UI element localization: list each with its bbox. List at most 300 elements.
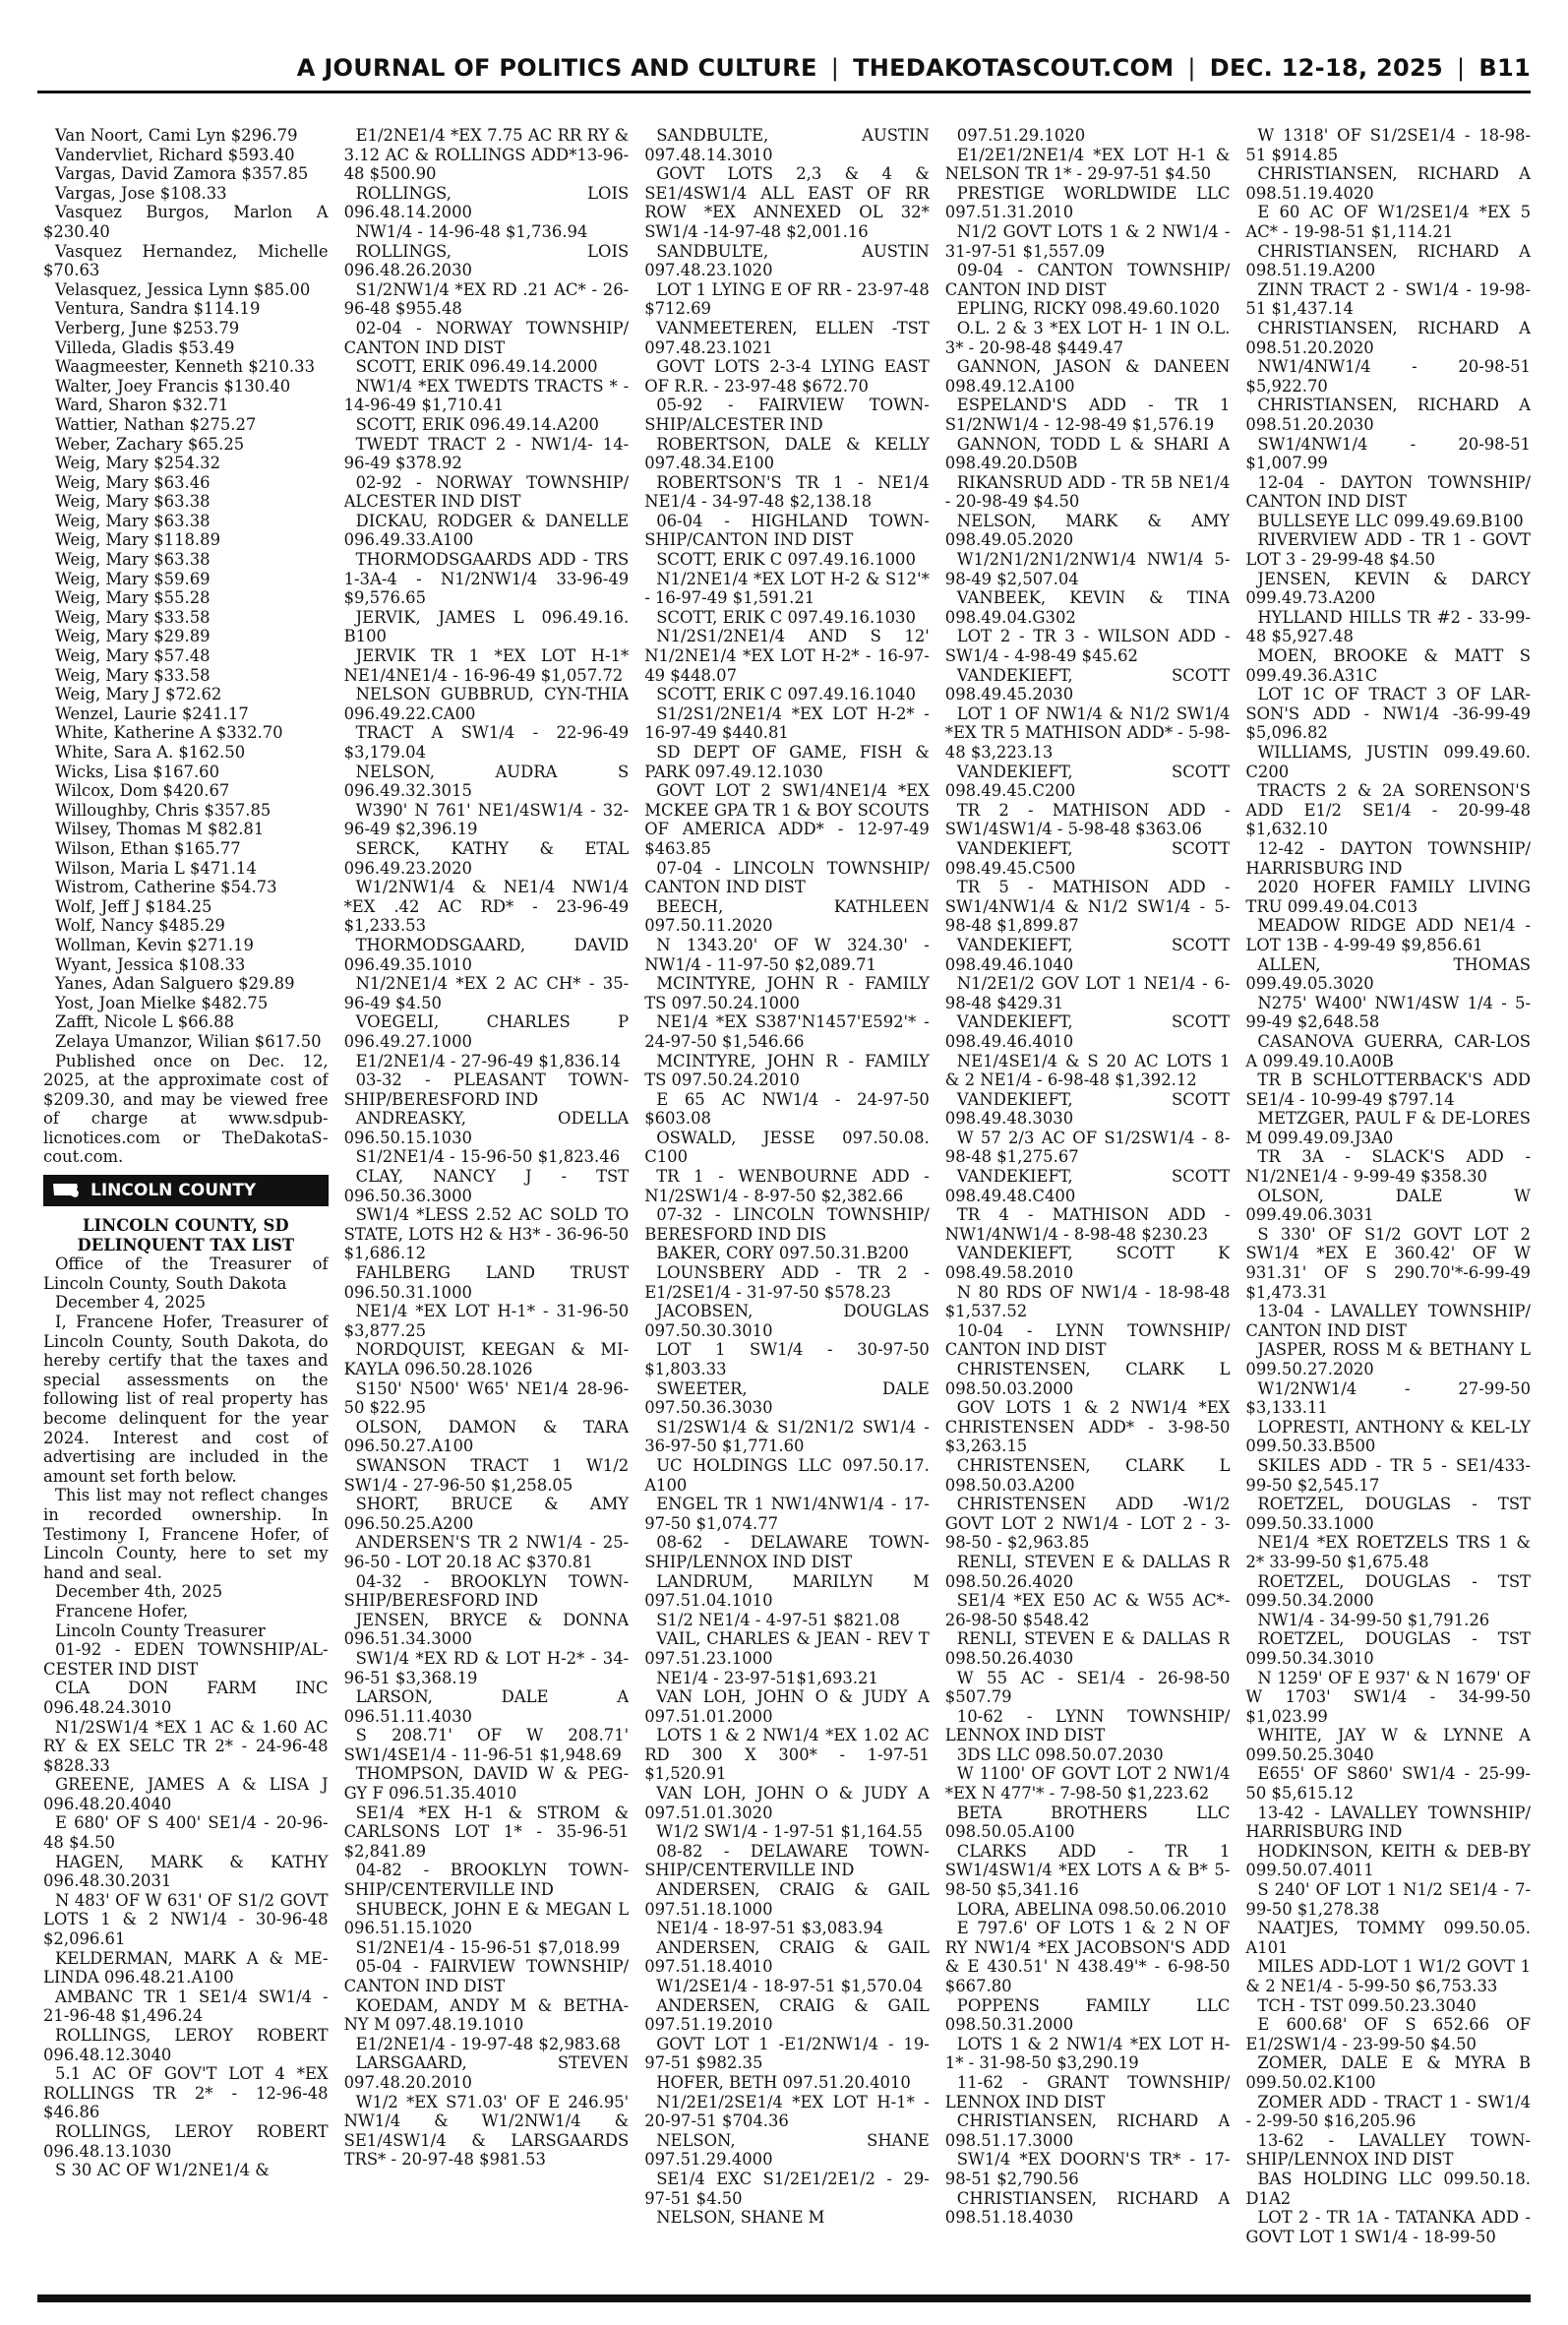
- list-entry: NELSON, MARK & AMY 098.49.05.2020: [944, 511, 1231, 550]
- list-entry: SD DEPT OF GAME, FISH & PARK 097.49.12.1030: [644, 743, 930, 781]
- list-entry: VAIL, CHARLES & JEAN - REV T 097.51.23.1000: [644, 1629, 930, 1668]
- list-entry: BAKER, CORY 097.50.31.B200: [656, 1244, 909, 1263]
- list-entry: VANDEKIEFT, SCOTT 098.49.48.C400: [944, 1167, 1231, 1205]
- list-entry: S1/2SW1/4 & S1/2N1/2 SW1/4 - 36-97-50 $1,771.60: [644, 1417, 930, 1456]
- list-entry: 02-04 - NORWAY TOWNSHIP/ CANTON IND DIST: [343, 318, 630, 357]
- list-entry: LARSON, DALE A 096.51.11.4030: [343, 1687, 630, 1726]
- list-entry: NE1/4 *EX ROETZELS TRS 1 & 2* 33-99-50 $1,675.48: [1245, 1533, 1531, 1571]
- list-entry: W1/2NW1/4 & NE1/4 NW1/4 *EX .42 AC RD* - 23-96-49 $1,233.53: [343, 878, 630, 936]
- list-entry: Wilson, Ethan $165.77: [55, 838, 241, 858]
- list-entry: SANDBULTE, AUSTIN 097.48.14.3010: [644, 126, 930, 164]
- list-entry: GANNON, JASON & DANEEN 098.49.12.A100: [944, 357, 1231, 396]
- list-entry: SE1/4 *EX H-1 & STROM & CARLSONS LOT 1* - 35-96-51 $2,841.89: [343, 1803, 630, 1861]
- list-entry: Weig, Mary $118.89: [55, 530, 221, 550]
- list-entry: N 1343.20' OF W 324.30' - NW1/4 - 11-97-50 $2,089.71: [644, 935, 930, 974]
- list-entry: Velasquez, Jessica Lynn $85.00: [55, 279, 311, 299]
- list-entry: Weig, Mary J $72.62: [55, 685, 222, 704]
- list-entry: N1/2NE1/4 *EX 2 AC CH* - 35-96-49 $4.50: [343, 974, 630, 1012]
- column-4: [945, 126, 1231, 2283]
- list-entry: Weig, Mary $59.69: [55, 569, 211, 588]
- list-entry: GANNON, TODD L & SHARI A 098.49.20.D50B: [944, 434, 1231, 473]
- list-entry: Wolf, Nancy $485.29: [55, 916, 225, 936]
- list-entry: KOEDAM, ANDY M & BETHA-NY M 097.48.19.1010: [343, 1995, 630, 2035]
- list-entry: HAGEN, MARK & KATHY 096.48.30.2031: [43, 1852, 329, 1891]
- header-separator: |: [1187, 54, 1196, 82]
- list-entry: THOMPSON, DAVID W & PEG-GY F 096.51.35.4010: [343, 1764, 630, 1804]
- list-entry: ALLEN, THOMAS 099.49.05.3020: [1245, 954, 1531, 994]
- list-entry: December 4, 2025: [55, 1293, 207, 1313]
- list-entry: Waagmeester, Kenneth $210.33: [55, 357, 316, 377]
- list-entry: Weig, Mary $55.28: [55, 588, 211, 608]
- list-entry: MCINTYRE, JOHN R - FAMILY TS 097.50.24.1000: [644, 974, 930, 1012]
- list-entry: GOVT LOT 1 -E1/2NW1/4 - 19-97-51 $982.35: [644, 2034, 930, 2073]
- list-entry: 08-62 - DELAWARE TOWN-SHIP/LENNOX IND DIST: [644, 1533, 930, 1571]
- list-entry: S1/2NE1/4 - 15-96-51 $7,018.99: [355, 1937, 621, 1957]
- list-entry: Wenzel, Laurie $241.17: [55, 704, 249, 723]
- list-entry: SW1/4NW1/4 - 20-98-51 $1,007.99: [1245, 434, 1531, 473]
- list-entry: GOVT LOTS 2,3 & 4 & SE1/4SW1/4 ALL EAST OF RR ROW *EX ANNEXED OL 32* SW1/4 -14-97-48 $2,001.16: [644, 164, 930, 241]
- list-entry: SHORT, BRUCE & AMY 096.50.25.A200: [343, 1495, 630, 1533]
- list-entry: W 1100' OF GOVT LOT 2 NW1/4 *EX N 477'* - 7-98-50 $1,223.62: [944, 1764, 1231, 1804]
- list-entry: VANDEKIEFT, SCOTT 098.49.45.C200: [944, 762, 1231, 801]
- list-entry: W1/2 *EX S71.03' OF E 246.95' NW1/4 & W1/2NW1/4 & SE1/4SW1/4 & LARSGAARDS TRS* - 20-97-48 $981.53: [343, 2092, 630, 2170]
- list-entry: TR 1 - WENBOURNE ADD - N1/2SW1/4 - 8-97-50 $2,382.66: [644, 1167, 930, 1205]
- list-entry: W 57 2/3 AC OF S1/2SW1/4 - 8-98-48 $1,275.67: [944, 1128, 1231, 1167]
- list-entry: ANDERSEN'S TR 2 NW1/4 - 25-96-50 - LOT 20.18 AC $370.81: [343, 1533, 630, 1571]
- list-entry: VANDEKIEFT, SCOTT K 098.49.58.2010: [944, 1244, 1231, 1283]
- list-entry: Vargas, David Zamora $357.85: [55, 164, 309, 184]
- list-entry: TR 5 - MATHISON ADD - SW1/4NW1/4 & N1/2 SW1/4 - 5-98-48 $1,899.87: [944, 878, 1231, 936]
- list-entry: W1/2N1/2N1/2NW1/4 NW1/4 5-98-49 $2,507.04: [944, 550, 1231, 588]
- list-entry: Wolf, Jeff J $184.25: [55, 896, 212, 916]
- list-entry: ROETZEL, DOUGLAS - TST 099.50.34.2000: [1245, 1571, 1531, 1611]
- list-entry: CHRISTIANSEN, RICHARD A 098.51.20.2030: [1245, 396, 1531, 434]
- notice-title: LINCOLN COUNTY, SD: [83, 1216, 289, 1236]
- list-entry: LOPRESTI, ANTHONY & KEL-LY 099.50.33.B500: [1245, 1417, 1531, 1456]
- list-entry: UC HOLDINGS LLC 097.50.17. A100: [644, 1455, 930, 1495]
- list-entry: RENLI, STEVEN E & DALLAS R 098.50.26.4020: [944, 1552, 1231, 1591]
- list-entry: E1/2NE1/4 - 19-97-48 $2,983.68: [355, 2034, 621, 2053]
- list-entry: Vasquez Hernandez, Michelle $70.63: [43, 241, 329, 280]
- list-entry: TRACTS 2 & 2A SORENSON'S ADD E1/2 SE1/4 - 20-99-48 $1,632.10: [1245, 781, 1531, 839]
- list-entry: TRACT A SW1/4 - 22-96-49 $3,179.04: [343, 723, 630, 762]
- list-entry: JERVIK TR 1 *EX LOT H-1* NE1/4NE1/4 - 16-96-49 $1,057.72: [343, 646, 630, 685]
- list-entry: 05-04 - FAIRVIEW TOWNSHIP/ CANTON IND DIST: [343, 1957, 630, 1995]
- list-entry: CASANOVA GUERRA, CAR-LOS A 099.49.10.A00B: [1245, 1031, 1531, 1071]
- list-entry: THORMODSGAARDS ADD - TRS 1-3A-4 - N1/2NW1/4 33-96-49 $9,576.65: [343, 550, 630, 608]
- list-entry: 10-04 - LYNN TOWNSHIP/ CANTON IND DIST: [944, 1320, 1231, 1360]
- list-entry: RIVERVIEW ADD - TR 1 - GOVT LOT 3 - 29-99-48 $4.50: [1245, 530, 1531, 570]
- list-entry: O.L. 2 & 3 *EX LOT H- 1 IN O.L. 3* - 20-98-48 $449.47: [944, 318, 1231, 357]
- list-entry: LORA, ABELINA 098.50.06.2010: [956, 1899, 1227, 1919]
- list-entry: THORMODSGAARD, DAVID 096.49.35.1010: [343, 935, 630, 974]
- list-entry: LOT 1 OF NW1/4 & N1/2 SW1/4 *EX TR 5 MATHISON ADD* - 5-98-48 $3,223.13: [944, 704, 1231, 762]
- list-entry: CHRISTIANSEN, RICHARD A 098.51.19.A200: [1245, 241, 1531, 280]
- list-entry: RIKANSRUD ADD - TR 5B NE1/4 - 20-98-49 $4.50: [944, 472, 1231, 512]
- list-entry: BULLSEYE LLC 099.49.69.B100: [1257, 511, 1524, 530]
- list-entry: NW1/4 - 14-96-48 $1,736.94: [355, 221, 588, 241]
- list-entry: TWEDT TRACT 2 - NW1/4- 14-96-49 $378.92: [343, 434, 630, 473]
- list-entry: E 65 AC NW1/4 - 24-97-50 $603.08: [644, 1089, 930, 1129]
- list-entry: WHITE, JAY W & LYNNE A 099.50.25.3040: [1245, 1726, 1531, 1764]
- column-3: [644, 126, 930, 2283]
- list-entry: Weig, Mary $29.89: [55, 627, 211, 646]
- south-dakota-state-icon: [51, 1181, 81, 1200]
- list-entry: N275' W400' NW1/4SW 1/4 - 5-99-49 $2,648.58: [1245, 993, 1531, 1032]
- list-entry: N1/2SW1/4 *EX 1 AC & 1.60 AC RY & EX SELC TR 2* - 24-96-48 $828.33: [43, 1717, 329, 1775]
- list-entry: E 797.6' OF LOTS 1 & 2 N OF RY NW1/4 *EX JACOBSON'S ADD & E 430.51' N 438.49'* - 6-98-50 $667.80: [944, 1919, 1231, 1995]
- list-entry: SCOTT, ERIK 096.49.14.2000: [355, 357, 598, 377]
- list-entry: Lincoln County Treasurer: [55, 1621, 266, 1640]
- list-entry: Weig, Mary $33.58: [55, 607, 211, 627]
- list-entry: OSWALD, JESSE 097.50.08. C100: [644, 1128, 930, 1167]
- list-entry: 07-04 - LINCOLN TOWNSHIP/ CANTON IND DIST: [644, 858, 930, 897]
- list-entry: 02-92 - NORWAY TOWNSHIP/ ALCESTER IND DIST: [343, 472, 630, 512]
- page-number: B11: [1478, 54, 1531, 82]
- list-entry: Published once on Dec. 12, 2025, at the approximate cost of $209.30, and may be viewed free of charge at www.sdpub-licnotices.com or TheDakotaS-cout.com.: [43, 1051, 329, 1167]
- list-entry: E1/2NE1/4 *EX 7.75 AC RR RY & 3.12 AC & ROLLINGS ADD*13-96-48 $500.90: [343, 126, 630, 184]
- list-entry: ANDERSEN, CRAIG & GAIL 097.51.19.2010: [644, 1995, 930, 2035]
- list-entry: LOT 1 SW1/4 - 30-97-50 $1,803.33: [644, 1340, 930, 1378]
- list-entry: W390' N 761' NE1/4SW1/4 - 32-96-49 $2,396.19: [343, 800, 630, 839]
- list-entry: Yanes, Adan Salguero $29.89: [55, 974, 295, 994]
- list-entry: NELSON, AUDRA S 096.49.32.3015: [343, 762, 630, 801]
- list-entry: NE1/4 *EX LOT H-1* - 31-96-50 $3,877.25: [343, 1302, 630, 1340]
- list-entry: Wilsey, Thomas M $82.81: [55, 820, 265, 839]
- list-entry: TR 4 - MATHISON ADD - NW1/4NW1/4 - 8-98-48 $230.23: [944, 1205, 1231, 1244]
- list-entry: EPLING, RICKY 098.49.60.1020: [956, 299, 1220, 319]
- list-entry: POPPENS FAMILY LLC 098.50.31.2000: [944, 1995, 1231, 2035]
- site-name: THEDAKOTASCOUT.COM: [853, 54, 1175, 82]
- list-entry: 12-04 - DAYTON TOWNSHIP/ CANTON IND DIST: [1245, 472, 1531, 512]
- list-entry: S1/2NW1/4 *EX RD .21 AC* - 26-96-48 $955.48: [343, 279, 630, 319]
- list-entry: DICKAU, RODGER & DANELLE 096.49.33.A100: [343, 511, 630, 550]
- header-rule: [37, 91, 1531, 93]
- list-entry: Weig, Mary $33.58: [55, 665, 211, 685]
- list-entry: E1/2E1/2NE1/4 *EX LOT H-1 & NELSON TR 1* - 29-97-51 $4.50: [944, 145, 1231, 184]
- list-entry: E 600.68' OF S 652.66 OF E1/2SW1/4 - 23-99-50 $4.50: [1245, 2015, 1531, 2053]
- list-entry: KELDERMAN, MARK A & ME-LINDA 096.48.21.A100: [43, 1948, 329, 1988]
- list-entry: RENLI, STEVEN E & DALLAS R 098.50.26.4030: [944, 1629, 1231, 1668]
- list-entry: 13-04 - LAVALLEY TOWNSHIP/ CANTON IND DIST: [1245, 1302, 1531, 1340]
- list-entry: CLAY, NANCY J - TST 096.50.36.3000: [343, 1167, 630, 1205]
- list-entry: E 680' OF S 400' SE1/4 - 20-96-48 $4.50: [43, 1813, 329, 1853]
- list-entry: VAN LOH, JOHN O & JUDY A 097.51.01.2000: [644, 1687, 930, 1726]
- list-entry: VANDEKIEFT, SCOTT 098.49.45.C500: [944, 838, 1231, 878]
- list-entry: AMBANC TR 1 SE1/4 SW1/4 - 21-96-48 $1,496.24: [43, 1987, 329, 2026]
- list-entry: WILLIAMS, JUSTIN 099.49.60. C200: [1245, 743, 1531, 781]
- list-entry: HOFER, BETH 097.51.20.4010: [656, 2072, 911, 2092]
- list-entry: N1/2E1/2SE1/4 *EX LOT H-1* - 20-97-51 $704.36: [644, 2092, 930, 2131]
- list-entry: E 60 AC OF W1/2SE1/4 *EX 5 AC* - 19-98-51 $1,114.21: [1245, 203, 1531, 241]
- tax-list-columns: [43, 126, 1531, 2283]
- list-entry: I, Francene Hofer, Treasurer of Lincoln County, South Dakota, do hereby certify that the taxes and special assessments on the following list of real property has become delinquent for the year 2024. Interest and cost of advertising are included in the amount set forth below.: [43, 1313, 329, 1486]
- list-entry: JACOBSEN, DOUGLAS 097.50.30.3010: [644, 1302, 930, 1340]
- list-entry: HYLLAND HILLS TR #2 - 33-99-48 $5,927.48: [1245, 607, 1531, 646]
- list-entry: N 483' OF W 631' OF S1/2 GOVT LOTS 1 & 2 NW1/4 - 30-96-48 $2,096.61: [43, 1890, 329, 1949]
- county-banner: [43, 1175, 329, 1206]
- list-entry: LOT 2 - TR 3 - WILSON ADD - SW1/4 - 4-98-49 $45.62: [944, 627, 1231, 666]
- list-entry: ZOMER ADD - TRACT 1 - SW1/4 - 2-99-50 $16,205.96: [1245, 2092, 1531, 2131]
- list-entry: S1/2 NE1/4 - 4-97-51 $821.08: [656, 1610, 900, 1629]
- list-entry: 10-62 - LYNN TOWNSHIP/ LENNOX IND DIST: [944, 1706, 1231, 1745]
- list-entry: December 4th, 2025: [55, 1582, 223, 1602]
- list-entry: VANBEEK, KEVIN & TINA 098.49.04.G302: [944, 588, 1231, 627]
- header-separator: |: [1457, 54, 1466, 82]
- list-entry: 097.51.29.1020: [956, 126, 1086, 145]
- list-entry: ANDERSEN, CRAIG & GAIL 097.51.18.1000: [644, 1880, 930, 1919]
- list-entry: NW1/4NW1/4 - 20-98-51 $5,922.70: [1245, 357, 1531, 396]
- list-entry: CHRISTIANSEN, RICHARD A 098.51.18.4030: [944, 2188, 1231, 2228]
- page-header: [37, 51, 1531, 85]
- list-entry: ANDREASKY, ODELLA 096.50.15.1030: [343, 1109, 630, 1147]
- list-entry: JENSEN, BRYCE & DONNA 096.51.34.3000: [343, 1610, 630, 1649]
- footer-rule: [37, 2294, 1531, 2302]
- list-entry: VANDEKIEFT, SCOTT 098.49.46.4010: [944, 1012, 1231, 1051]
- notice-title: DELINQUENT TAX LIST: [77, 1235, 295, 1254]
- list-entry: White, Sara A. $162.50: [55, 743, 246, 762]
- list-entry: S1/2NE1/4 - 15-96-50 $1,823.46: [355, 1147, 621, 1167]
- list-entry: Willoughby, Chris $357.85: [55, 800, 271, 820]
- list-entry: Weig, Mary $57.48: [55, 646, 211, 666]
- list-entry: Van Noort, Cami Lyn $296.79: [55, 126, 298, 145]
- list-entry: TR 3A - SLACK'S ADD - N1/2NE1/4 - 9-99-49 $358.30: [1245, 1147, 1531, 1187]
- list-entry: ROETZEL, DOUGLAS - TST 099.50.33.1000: [1245, 1495, 1531, 1533]
- issue-date: DEC. 12-18, 2025: [1209, 54, 1444, 82]
- list-entry: 11-62 - GRANT TOWNSHIP/ LENNOX IND DIST: [944, 2072, 1231, 2111]
- list-entry: Yost, Joan Mielke $482.75: [55, 993, 269, 1012]
- list-entry: CLA DON FARM INC 096.48.24.3010: [43, 1679, 329, 1717]
- header-separator: |: [830, 54, 840, 82]
- list-entry: Wilson, Maria L $471.14: [55, 858, 257, 878]
- list-entry: ROLLINGS, LOIS 096.48.14.2000: [343, 183, 630, 222]
- list-entry: METZGER, PAUL F & DE-LORES M 099.49.09.J3A0: [1245, 1109, 1531, 1147]
- list-entry: NW1/4 *EX TWEDTS TRACTS * - 14-96-49 $1,710.41: [343, 376, 630, 415]
- list-entry: 04-82 - BROOKLYN TOWN-SHIP/CENTERVILLE IND: [343, 1861, 630, 1900]
- list-entry: JENSEN, KEVIN & DARCY 099.49.73.A200: [1245, 569, 1531, 608]
- list-entry: BETA BROTHERS LLC 098.50.05.A100: [944, 1803, 1231, 1842]
- list-entry: Walter, Joey Francis $130.40: [55, 376, 291, 396]
- list-entry: 05-92 - FAIRVIEW TOWN-SHIP/ALCESTER IND: [644, 396, 930, 434]
- list-entry: 2020 HOFER FAMILY LIVING TRU 099.49.04.C013: [1245, 878, 1531, 916]
- list-entry: E1/2NE1/4 - 27-96-49 $1,836.14: [355, 1051, 621, 1071]
- list-entry: LOT 1 LYING E OF RR - 23-97-48 $712.69: [644, 279, 930, 319]
- list-entry: MEADOW RIDGE ADD NE1/4 - LOT 13B - 4-99-49 $9,856.61: [1245, 916, 1531, 954]
- list-entry: SE1/4 EXC S1/2E1/2E1/2 - 29-97-51 $4.50: [644, 2169, 930, 2208]
- list-entry: VANMEETEREN, ELLEN -TST 097.48.23.1021: [644, 318, 930, 357]
- list-entry: JERVIK, JAMES L 096.49.16. B100: [343, 607, 630, 646]
- list-entry: NELSON, SHANE 097.51.29.4000: [644, 2130, 930, 2170]
- list-entry: SCOTT, ERIK C 097.49.16.1040: [656, 685, 916, 704]
- list-entry: ANDERSEN, CRAIG & GAIL 097.51.18.4010: [644, 1937, 930, 1977]
- list-entry: Villeda, Gladis $53.49: [55, 337, 235, 357]
- list-entry: SANDBULTE, AUSTIN 097.48.23.1020: [644, 241, 930, 280]
- list-entry: Verberg, June $253.79: [55, 318, 240, 337]
- list-entry: 03-32 - PLEASANT TOWN-SHIP/BERESFORD IND: [343, 1071, 630, 1109]
- list-entry: JASPER, ROSS M & BETHANY L 099.50.27.2020: [1245, 1340, 1531, 1378]
- list-entry: S 240' OF LOT 1 N1/2 SE1/4 - 7-99-50 $1,278.38: [1245, 1880, 1531, 1919]
- list-entry: CHRISTENSEN, CLARK L 098.50.03.2000: [944, 1360, 1231, 1398]
- list-entry: Weig, Mary $63.46: [55, 472, 211, 492]
- list-entry: Weig, Mary $63.38: [55, 511, 211, 530]
- list-entry: Vandervliet, Richard $593.40: [55, 145, 295, 164]
- list-entry: Vasquez Burgos, Marlon A $230.40: [43, 203, 329, 241]
- list-entry: NELSON GUBBRUD, CYN-THIA 096.49.22.CA00: [343, 685, 630, 723]
- list-entry: LOTS 1 & 2 NW1/4 *EX 1.02 AC RD 300 X 300* - 1-97-51 $1,520.91: [644, 1726, 930, 1784]
- list-entry: ROLLINGS, LEROY ROBERT 096.48.13.1030: [43, 2121, 329, 2161]
- list-entry: NE1/4 - 18-97-51 $3,083.94: [656, 1919, 884, 1938]
- list-entry: W1/2 SW1/4 - 1-97-51 $1,164.55: [656, 1822, 923, 1842]
- list-entry: VAN LOH, JOHN O & JUDY A 097.51.01.3020: [644, 1784, 930, 1822]
- list-entry: TR 2 - MATHISON ADD - SW1/4SW1/4 - 5-98-48 $363.06: [944, 800, 1231, 839]
- list-entry: Wollman, Kevin $271.19: [55, 935, 254, 954]
- list-entry: 01-92 - EDEN TOWNSHIP/AL-CESTER IND DIST: [43, 1640, 329, 1679]
- list-entry: FAHLBERG LAND TRUST 096.50.31.1000: [343, 1263, 630, 1302]
- list-entry: 13-42 - LAVALLEY TOWNSHIP/ HARRISBURG IND: [1245, 1803, 1531, 1842]
- list-entry: GOVT LOTS 2-3-4 LYING EAST OF R.R. - 23-97-48 $672.70: [644, 357, 930, 396]
- column-5: [1245, 126, 1531, 2283]
- list-entry: Ventura, Sandra $114.19: [55, 299, 261, 319]
- list-entry: SW1/4 *EX RD & LOT H-2* - 34-96-51 $3,368.19: [343, 1648, 630, 1687]
- list-entry: ROBERTSON, DALE & KELLY 097.48.34.E100: [644, 434, 930, 473]
- list-entry: SW1/4 *LESS 2.52 AC SOLD TO STATE, LOTS H2 & H3* - 36-96-50 $1,686.12: [343, 1205, 630, 1263]
- list-entry: CHRISTIANSEN, RICHARD A 098.51.19.4020: [1245, 164, 1531, 203]
- list-entry: SERCK, KATHY & ETAL 096.49.23.2020: [343, 838, 630, 878]
- list-entry: N 1259' OF E 937' & N 1679' OF W 1703' SW1/4 - 34-99-50 $1,023.99: [1245, 1668, 1531, 1726]
- list-entry: S 208.71' OF W 208.71' SW1/4SE1/4 - 11-96-51 $1,948.69: [343, 1726, 630, 1764]
- list-entry: 04-32 - BROOKLYN TOWN-SHIP/BERESFORD IND: [343, 1571, 630, 1611]
- list-entry: NAATJES, TOMMY 099.50.05. A101: [1245, 1919, 1531, 1957]
- list-entry: SCOTT, ERIK C 097.49.16.1000: [656, 550, 916, 570]
- list-entry: GREENE, JAMES A & LISA J 096.48.20.4040: [43, 1775, 329, 1813]
- list-entry: 3DS LLC 098.50.07.2030: [956, 1744, 1164, 1764]
- list-entry: Wyant, Jessica $108.33: [55, 954, 246, 974]
- list-entry: ROLLINGS, LEROY ROBERT 096.48.12.3040: [43, 2026, 329, 2064]
- list-entry: Wilcox, Dom $420.67: [55, 781, 230, 801]
- list-entry: Vargas, Jose $108.33: [55, 183, 227, 203]
- list-entry: MOEN, BROOKE & MATT S 099.49.36.A31C: [1245, 646, 1531, 685]
- list-entry: W1/2SE1/4 - 18-97-51 $1,570.04: [656, 1977, 924, 1995]
- list-entry: ZINN TRACT 2 - SW1/4 - 19-98-51 $1,437.14: [1245, 279, 1531, 319]
- list-entry: GOV LOTS 1 & 2 NW1/4 *EX CHRISTENSEN ADD* - 3-98-50 $3,263.15: [944, 1398, 1231, 1456]
- list-entry: ROBERTSON'S TR 1 - NE1/4 NE1/4 - 34-97-48 $2,138.18: [644, 472, 930, 512]
- list-entry: VOEGELI, CHARLES P 096.49.27.1000: [343, 1012, 630, 1051]
- list-entry: Zelaya Umanzor, Wilian $617.50: [55, 1031, 322, 1051]
- list-entry: SW1/4 *EX DOORN'S TR* - 17-98-51 $2,790.56: [944, 2150, 1231, 2188]
- list-entry: SWEETER, DALE 097.50.36.3030: [644, 1378, 930, 1418]
- list-entry: N1/2NE1/4 *EX LOT H-2 & S12'* - 16-97-49 $1,591.21: [644, 569, 930, 608]
- list-entry: W1/2NW1/4 - 27-99-50 $3,133.11: [1245, 1378, 1531, 1418]
- list-entry: NW1/4 - 34-99-50 $1,791.26: [1257, 1610, 1490, 1629]
- list-entry: SCOTT, ERIK 096.49.14.A200: [355, 414, 599, 434]
- list-entry: 06-04 - HIGHLAND TOWN-SHIP/CANTON IND DIST: [644, 511, 930, 550]
- list-entry: Zafft, Nicole L $66.88: [55, 1012, 235, 1032]
- list-entry: MCINTYRE, JOHN R - FAMILY TS 097.50.24.2010: [644, 1051, 930, 1090]
- list-entry: SE1/4 *EX E50 AC & W55 AC*- 26-98-50 $548.42: [944, 1591, 1231, 1629]
- list-entry: NORDQUIST, KEEGAN & MI-KAYLA 096.50.28.1026: [343, 1340, 630, 1378]
- list-entry: HODKINSON, KEITH & DEB-BY 099.50.07.4011: [1245, 1841, 1531, 1880]
- list-entry: W 1318' OF S1/2SE1/4 - 18-98-51 $914.85: [1245, 126, 1531, 164]
- list-entry: TCH - TST 099.50.23.3040: [1257, 1995, 1477, 2015]
- list-entry: Wistrom, Catherine $54.73: [55, 878, 277, 897]
- list-entry: N1/2 GOVT LOTS 1 & 2 NW1/4 - 31-97-51 $1,557.09: [944, 221, 1231, 261]
- list-entry: CHRISTIANSEN, RICHARD A 098.51.17.3000: [944, 2111, 1231, 2150]
- list-entry: ENGEL TR 1 NW1/4NW1/4 - 17-97-50 $1,074.77: [644, 1495, 930, 1533]
- county-banner-label: LINCOLN COUNTY: [90, 1181, 257, 1201]
- list-entry: GOVT LOT 2 SW1/4NE1/4 *EX MCKEE GPA TR 1 & BOY SCOUTS OF AMERICA ADD* - 12-97-49 $463.85: [644, 781, 930, 858]
- list-entry: S1/2S1/2NE1/4 *EX LOT H-2* - 16-97-49 $440.81: [644, 704, 930, 743]
- publication-tagline: A JOURNAL OF POLITICS AND CULTURE: [296, 54, 817, 82]
- list-entry: Wicks, Lisa $167.60: [55, 762, 220, 781]
- list-entry: VANDEKIEFT, SCOTT 098.49.48.3030: [944, 1089, 1231, 1129]
- list-entry: LANDRUM, MARILYN M 097.51.04.1010: [644, 1571, 930, 1611]
- list-entry: N1/2E1/2 GOV LOT 1 NE1/4 - 6-98-48 $429.31: [944, 974, 1231, 1012]
- list-entry: SKILES ADD - TR 5 - SE1/433-99-50 $2,545.17: [1245, 1455, 1531, 1495]
- list-entry: VANDEKIEFT, SCOTT 098.49.46.1040: [944, 935, 1231, 974]
- list-entry: ZOMER, DALE E & MYRA B 099.50.02.K100: [1245, 2053, 1531, 2092]
- list-entry: ROLLINGS, LOIS 096.48.26.2030: [343, 241, 630, 280]
- list-entry: BEECH, KATHLEEN 097.50.11.2020: [644, 896, 930, 936]
- list-entry: N 80 RDS OF NW1/4 - 18-98-48 $1,537.52: [944, 1282, 1231, 1321]
- list-entry: SCOTT, ERIK C 097.49.16.1030: [656, 607, 916, 627]
- list-entry: NE1/4 - 23-97-51$1,693.21: [656, 1668, 878, 1687]
- list-entry: E655' OF S860' SW1/4 - 25-99-50 $5,615.12: [1245, 1764, 1531, 1804]
- list-entry: OLSON, DAMON & TARA 096.50.27.A100: [343, 1417, 630, 1456]
- list-entry: 13-62 - LAVALLEY TOWN-SHIP/LENNOX IND DIST: [1245, 2130, 1531, 2170]
- list-entry: 07-32 - LINCOLN TOWNSHIP/ BERESFORD IND DIS: [644, 1205, 930, 1244]
- list-entry: S 330' OF S1/2 GOVT LOT 2 SW1/4 *EX E 360.42' OF W 931.31' OF S 290.70'*-6-99-49 $1,473.31: [1245, 1224, 1531, 1302]
- list-entry: 5.1 AC OF GOV'T LOT 4 *EX ROLLINGS TR 2* - 12-96-48 $46.86: [43, 2064, 329, 2122]
- list-entry: CHRISTIANSEN, RICHARD A 098.51.20.2020: [1245, 318, 1531, 357]
- list-entry: Office of the Treasurer of Lincoln County, South Dakota: [43, 1254, 329, 1293]
- list-entry: CHRISTENSEN ADD -W1/2 GOVT LOT 2 NW1/4 - LOT 2 - 3-98-50 - $2,963.85: [944, 1495, 1231, 1553]
- list-entry: LOUNSBERY ADD - TR 2 - E1/2SE1/4 - 31-97-50 $578.23: [644, 1263, 930, 1302]
- list-entry: S 30 AC OF W1/2NE1/4 &: [55, 2161, 270, 2180]
- list-entry: S150' N500' W65' NE1/4 28-96-50 $22.95: [343, 1378, 630, 1418]
- list-entry: NE1/4SE1/4 & S 20 AC LOTS 1 & 2 NE1/4 - 6-98-48 $1,392.12: [944, 1051, 1231, 1090]
- list-entry: OLSON, DALE W 099.49.06.3031: [1245, 1186, 1531, 1225]
- list-entry: W 55 AC - SE1/4 - 26-98-50 $507.79: [944, 1668, 1231, 1707]
- list-entry: SWANSON TRACT 1 W1/2 SW1/4 - 27-96-50 $1,258.05: [343, 1455, 630, 1495]
- list-entry: N1/2S1/2NE1/4 AND S 12' N1/2NE1/4 *EX LOT H-2* - 16-97-49 $448.07: [644, 627, 930, 685]
- list-entry: LOT 1C OF TRACT 3 OF LAR-SON'S ADD - NW1/4 -36-99-49 $5,096.82: [1245, 685, 1531, 743]
- list-entry: PRESTIGE WORLDWIDE LLC 097.51.31.2010: [944, 183, 1231, 222]
- list-entry: 12-42 - DAYTON TOWNSHIP/ HARRISBURG IND: [1245, 838, 1531, 878]
- list-entry: 09-04 - CANTON TOWNSHIP/ CANTON IND DIST: [944, 261, 1231, 299]
- list-entry: Wattier, Nathan $275.27: [55, 414, 257, 434]
- list-entry: LOTS 1 & 2 NW1/4 *EX LOT H-1* - 31-98-50 $3,290.19: [944, 2034, 1231, 2073]
- list-entry: CLARKS ADD - TR 1 SW1/4SW1/4 *EX LOTS A & B* 5-98-50 $5,341.16: [944, 1841, 1231, 1900]
- list-entry: TR B SCHLOTTERBACK'S ADD SE1/4 - 10-99-49 $797.14: [1245, 1071, 1531, 1109]
- list-entry: Weig, Mary $63.38: [55, 492, 211, 512]
- list-entry: Francene Hofer,: [55, 1601, 189, 1621]
- list-entry: ESPELAND'S ADD - TR 1 S1/2NW1/4 - 12-98-49 $1,576.19: [944, 396, 1231, 434]
- list-entry: LOT 2 - TR 1A - TATANKA ADD - GOVT LOT 1 SW1/4 - 18-99-50: [1245, 2208, 1531, 2246]
- list-entry: Weber, Zachary $65.25: [55, 434, 245, 454]
- list-entry: SHUBECK, JOHN E & MEGAN L 096.51.15.1020: [343, 1899, 630, 1938]
- list-entry: BAS HOLDING LLC 099.50.18. D1A2: [1245, 2169, 1531, 2208]
- column-1: [43, 126, 329, 2283]
- list-entry: LARSGAARD, STEVEN 097.48.20.2010: [343, 2053, 630, 2092]
- list-entry: White, Katherine A $332.70: [55, 723, 283, 743]
- list-entry: This list may not reflect changes in recorded ownership. In Testimony I, Francene Hofer, of Lincoln County, here to set my hand and seal.: [43, 1486, 329, 1582]
- list-entry: 08-82 - DELAWARE TOWN-SHIP/CENTERVILLE IND: [644, 1841, 930, 1880]
- list-entry: Ward, Sharon $32.71: [55, 396, 229, 415]
- list-entry: MILES ADD-LOT 1 W1/2 GOVT 1 & 2 NE1/4 - 5-99-50 $6,753.33: [1245, 1957, 1531, 1995]
- list-entry: NE1/4 *EX S387'N1457'E592'* - 24-97-50 $1,546.66: [644, 1012, 930, 1051]
- column-2: [344, 126, 630, 2283]
- list-entry: VANDEKIEFT, SCOTT 098.49.45.2030: [944, 665, 1231, 704]
